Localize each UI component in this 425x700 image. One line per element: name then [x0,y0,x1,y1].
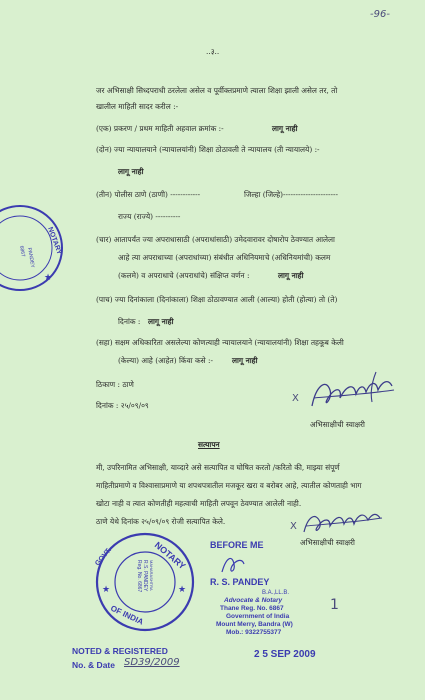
round-seal-left: GOVT. [94,546,114,568]
star-icon: ★ [44,272,53,282]
star-icon: ★ [178,584,187,594]
item-don-value: लागू नाही [118,167,144,176]
signature-scribble-1 [306,368,398,416]
round-seal-reg: Reg. No. 6867 [136,560,142,593]
round-seal-top: NOTARY [152,539,188,572]
item-char-line-3: (कलमे) व अपराधाचे (अपराधांचे) संक्षिप्त वर्णन : [118,271,250,280]
item-paach-label: (पाच) ज्या दिनांकाला (दिनांकाला) शिक्षा ठोठावण्यात आली (आल्या) होती (होत्या) तो (ते) [96,295,338,304]
before-me: BEFORE ME [210,540,264,550]
item-don-label: (दोन) ज्या न्यायालयाने (न्यायालयांनी) शिक्षा ठोठावली ते न्यायालय (ती न्यायालये) :- [96,145,320,154]
place: ठिकाण : ठाणे [96,380,134,389]
signature-cross-1: X [292,393,299,404]
notary-qualification: B.A.,LL.B. [262,590,290,596]
item-paach-date-label: दिनांक : [118,317,141,326]
notary-mobile: Mob.: 9322755377 [226,629,282,636]
left-seal-reg: 6867 [18,245,26,258]
notary-signature [218,550,248,578]
item-teen-district: जिल्हा (जिल्हे)---------------------- [244,190,338,199]
handwritten-page-number: -96- [370,9,390,20]
item-teen-state: राज्य (राज्ये) ---------- [118,212,181,221]
notary-address: Mount Merry, Bandra (W) [216,621,293,628]
no-date-value: SD39/2009 [124,657,180,668]
round-notary-seal [92,530,198,634]
verification-line-3: खोटा नाही व त्यात कोणतीही महत्वाची माहिती लपवून ठेवण्यात आलेली नाही. [96,499,302,508]
notary-name: R. S. PANDEY [210,577,270,587]
date-stamp: 2 5 SEP 2009 [254,649,316,660]
signature-cross-2: X [290,521,297,532]
round-seal-name: R.S. PANDEY [142,560,148,592]
signature-label-1: अभिसाक्षीची स्वाक्षरी [310,420,365,429]
verification-line-2: माहितीप्रमाणे व विश्वासाप्रमाणे या शपथपत्रातील मजकूर खरा व बरोबर आहे, त्यातील कोणताही भाग [96,481,362,490]
left-notary-seal [0,198,80,298]
date: दिनांक : २५/०९/०९ [96,401,149,410]
noted-registered: NOTED & REGISTERED [72,646,168,656]
item-char-value: लागू नाही [278,271,304,280]
notary-reg: Thane Reg. No. 6867 [220,605,284,612]
item-saha-value: लागू नाही [232,356,258,365]
round-seal-place: MAHARASHTRA [149,560,154,591]
item-paach-value: लागू नाही [148,317,174,326]
item-ek-label: (एक) प्रकरण / प्रथम माहिती अहवाल क्रमांक :- [96,124,224,133]
item-teen-label: (तीन) पोलीस ठाणे (ठाणी) ------------ [96,190,201,199]
no-date-label: No. & Date [72,660,115,670]
verification-line-4: ठाणे येथे दिनांक २५/०९/०९ रोजी सत्यापित केले. [96,517,226,526]
item-saha-line-2: (केल्या) आहे (आहेत) किंवा कसे :- [118,356,213,365]
item-char-line-2: आहे त्या अपराधाच्या (अपराधांच्या) संबंधीत अधिनियमाचे (अधिनियमांची) कलम [118,253,331,262]
round-seal-bottom: OF INDIA [109,603,145,627]
item-char-line-1: (चार) आतापर्यंत ज्या अपराधासाठी (अपराधांसाठी) उमेदवारावर दोषारोप ठेवण्यात आलेला [96,235,335,244]
notary-government: Government of India [226,613,290,620]
intro-line-1: जर अभिसाक्षी सिध्दपराधी ठरलेला असेल व पूर्वीक्तप्रमाणे त्याला शिक्षा झाली असेल तर, तो [96,86,338,95]
verification-line-1: मी, उपरिनामित अभिसाक्षी, याव्दारे असे सत्यापित व घोषित करतो /करितो की, माझ्या संपूर्ण [96,463,340,472]
notary-title: Advocate & Notary [224,597,283,604]
left-seal-name: PANDEY [26,247,36,269]
intro-line-2: खालील माहिती सादर करील :- [96,102,179,111]
item-ek-value: लागू नाही [272,124,298,133]
signature-label-2: अभिसाक्षीची स्वाक्षरी [300,538,355,547]
star-icon: ★ [102,584,111,594]
verification-heading: सत्यापन [198,440,220,449]
page-marker: ..३.. [206,47,220,56]
left-seal-top: NOTARY [46,226,63,256]
item-saha-line-1: (सहा) सक्षम अधिकारिता असलेल्या कोणत्याही न्यायालयाने (न्यायालयांनी) शिक्षा तहकूब केली [96,338,344,347]
handwritten-mark: 1 [330,597,339,613]
signature-scribble-2 [300,504,384,540]
